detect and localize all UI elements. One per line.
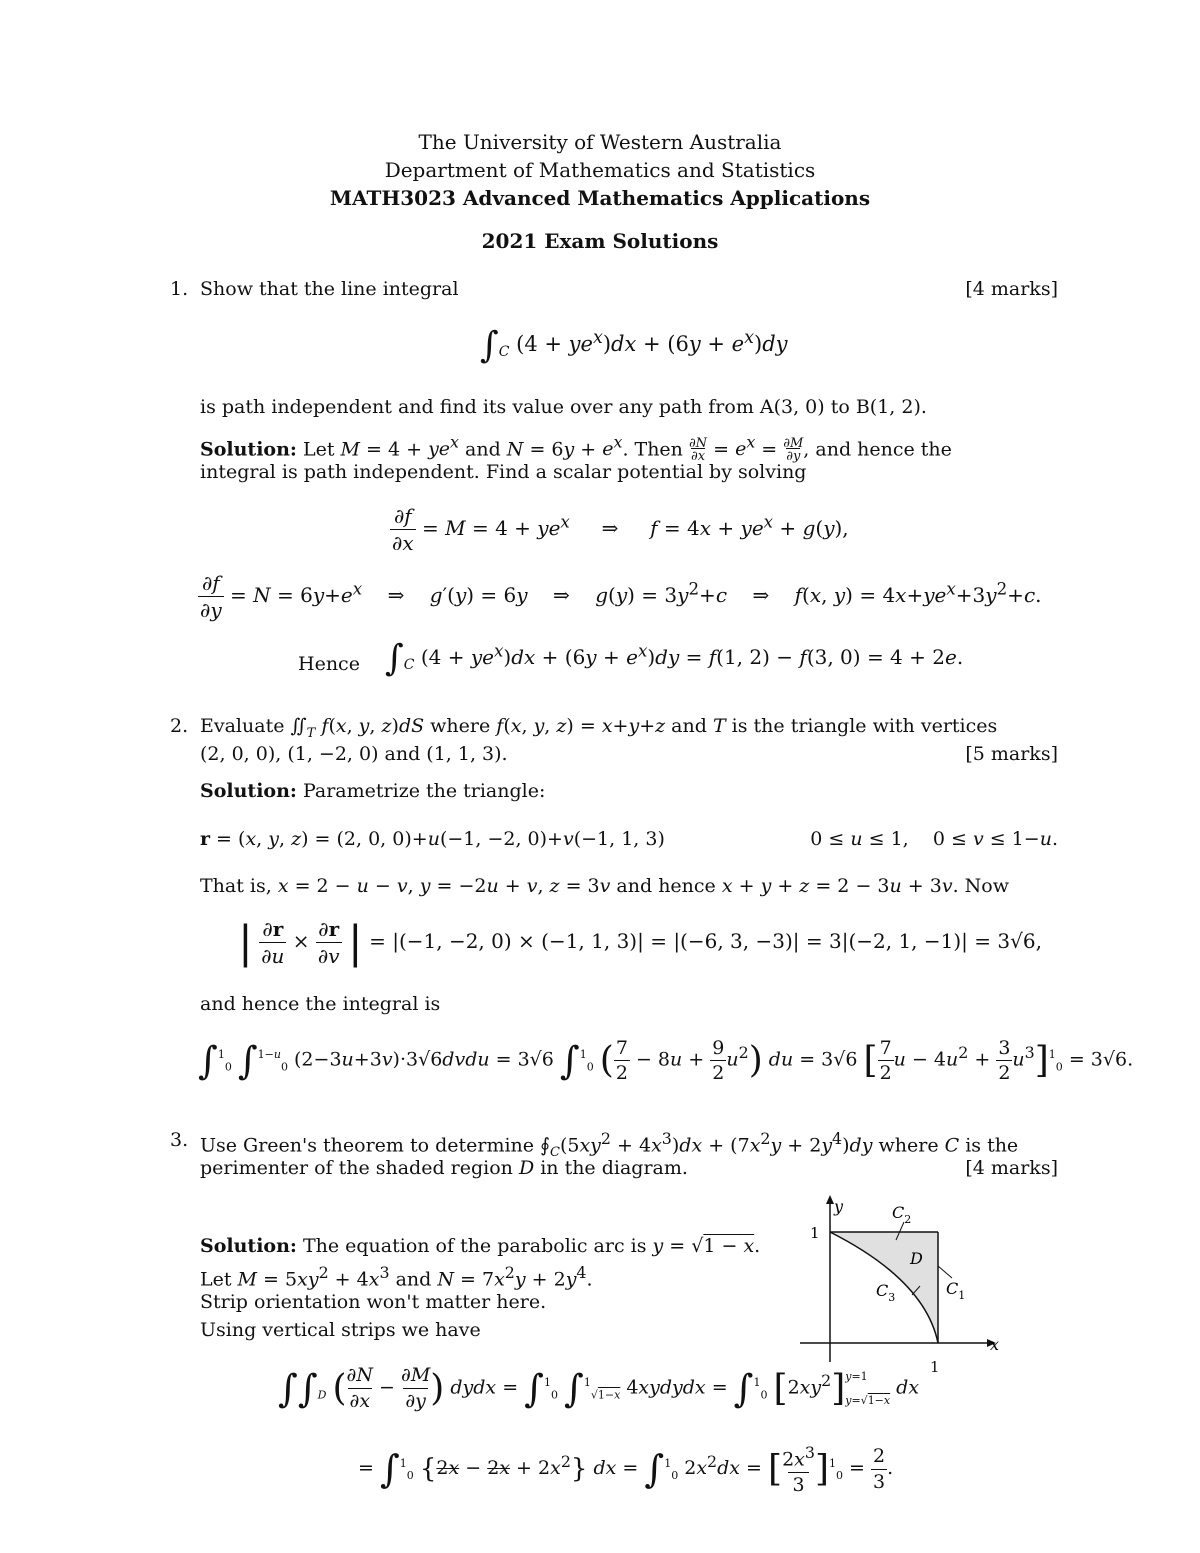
- c2-label: $C_2$: [892, 1203, 912, 1226]
- q1-solution-label: Solution:: [200, 438, 297, 461]
- region-label-d: D: [910, 1249, 923, 1268]
- q1-integral: $\int_C$ $(4 + ye^x)dx + (6y + e^x)dy$: [480, 325, 788, 366]
- q1-solution-line1: Solution: Let $M = 4 + ye^x$ and $N = 6y + e^x$. Then $\frac{\partial N}{\partial x} = e^x = \frac{\partial M}{\partial y}$, and hence the: [200, 433, 952, 465]
- q3-solution-line3: Strip orientation won't matter here.: [200, 1291, 547, 1313]
- q3-prompt1: Use Green's theorem to determine $∮_C(5xy^2 + 4x^3)dx + (7x^2y + 2y^4)dy$ where C is the: [200, 1129, 1019, 1161]
- q2-marks: [5 marks]: [965, 743, 1058, 765]
- x-axis-label: x: [990, 1335, 1000, 1354]
- q1-eq3: $\int_C$ $(4 + ye^x)dx + (6y + e^x)dy = f(1$, 2) − f(3, 0) = 4 + 2e.: [385, 638, 964, 679]
- q1-number: 1.: [170, 278, 189, 300]
- q1-solution-line2: integral is path independent. Find a scalar potential by solving: [200, 461, 807, 483]
- q2-prompt2: (2, 0, 0), (1, −2, 0) and (1, 1, 3).: [200, 743, 508, 765]
- q2-prompt1: Evaluate $∬_T$ f(x, y, z)dS where f(x, y, z) = x+y+z and T is the triangle with vertices: [200, 715, 998, 741]
- q2-range: 0 ≤ u ≤ 1, 0 ≤ v ≤ 1−u.: [810, 828, 1058, 850]
- q3-number: 3.: [170, 1129, 189, 1151]
- q1-marks: [4 marks]: [965, 278, 1058, 300]
- q1-prompt2: is path independent and find its value over any path from A(3, 0) to B(1, 2).: [200, 396, 927, 418]
- q2-solution: [200, 780, 545, 802]
- region-diagram: [800, 1190, 1020, 1365]
- x-tick-1: 1: [930, 1358, 940, 1376]
- q1-eq1: $\frac{\partial f}{\partial x} = M = 4 + ye^x$ ⇒ $f = 4x + ye^x + g(y)$,: [392, 504, 849, 555]
- q1-hence: Hence: [298, 653, 360, 675]
- q3-marks: [4 marks]: [965, 1157, 1058, 1179]
- exam-title: 2021 Exam Solutions: [481, 229, 719, 253]
- q2-that-is: That is, x = 2 − u − v, y = −2u + v, z = 3v and hence x + y + z = 2 − 3u + 3v. Now: [200, 875, 1009, 897]
- department-name: Department of Mathematics and Statistics: [384, 158, 816, 182]
- y-axis-arrow-icon: [826, 1195, 834, 1204]
- q2-solution-label: Solution:: [200, 780, 297, 802]
- q2-cross: | ∂r ∂u × ∂r ∂v | = |(−1, −2, 0) × (−1, 1, 3)| = |(−6, 3, −3)| = 3|(−2, 1, −1)| = 3√6,: [238, 917, 1042, 968]
- q2-final: ∫$^1_0$ ∫$^{1-u}_0$ (2−3u+3v)·3√6dvdu = 3√6 ∫$^1_0$ ( 7 2 − 8u + 9 $2u^2$) du = 3√6 [ 7 $2u - 4u^2 + 3$ $2u^3]^1_0 = 3√6$.: [198, 1037, 1134, 1084]
- c3-label: $C_3$: [876, 1281, 896, 1304]
- q3-solution-line1: Solution: The equation of the parabolic arc is y = √1 − x.: [200, 1235, 761, 1257]
- q2-param: r = (x, y, z) = (2, 0, 0)+u(−1, −2, 0)+v(−1, 1, 3): [200, 828, 665, 850]
- c1-label: $C_1$: [946, 1279, 966, 1302]
- course-title: MATH3023 Advanced Mathematics Applications: [329, 186, 871, 210]
- q3-eq1: $\int\int_D$ $(\frac{\partial N}{\partial x} - \frac{\partial M}{\partial y})$ dydx = ∫$^1_0$ ∫$^1_{√1-x}$ 4xydydx = ∫$^1_0$ $[2xy^2]y=1$ y=√1−x dx: [278, 1364, 920, 1412]
- c1-pointer: [938, 1266, 952, 1278]
- q1-eq2: $\frac{\partial f}{\partial y} = N = 6y+e^x$ ⇒ g′(y) = 6y ⇒ $g(y) = 3y^2+c$ ⇒ f(x, $y) = 4x+ye^x+3y^2+c$.: [200, 571, 1042, 622]
- q3-prompt2: perimenter of the shaded region D in the diagram.: [200, 1157, 688, 1179]
- q3-solution-line2: Let $M = 5xy^2 + 4x^3$ and $N = 7x^2y + 2y^4$.: [200, 1263, 593, 1291]
- q3-solution-label: Solution:: [200, 1235, 297, 1257]
- y-axis-label: y: [834, 1197, 844, 1216]
- q3-eq2: = ∫$^1_0$ $\{2x - 2x + 2x^2\}$ dx = ∫$^1_0$ $2x^2dx = [2x^3$ 3 ]$^1_0$ = 2 3.: [358, 1443, 894, 1497]
- q2-solution-text: Parametrize the triangle:: [302, 780, 546, 802]
- q2-and-hence: and hence the integral is: [200, 993, 441, 1015]
- y-tick-1: 1: [810, 1224, 820, 1242]
- university-name: The University of Western Australia: [418, 130, 782, 154]
- q1-prompt: Show that the line integral: [200, 278, 459, 300]
- q3-solution-line4: Using vertical strips we have: [200, 1319, 481, 1341]
- q2-number: 2.: [170, 715, 189, 737]
